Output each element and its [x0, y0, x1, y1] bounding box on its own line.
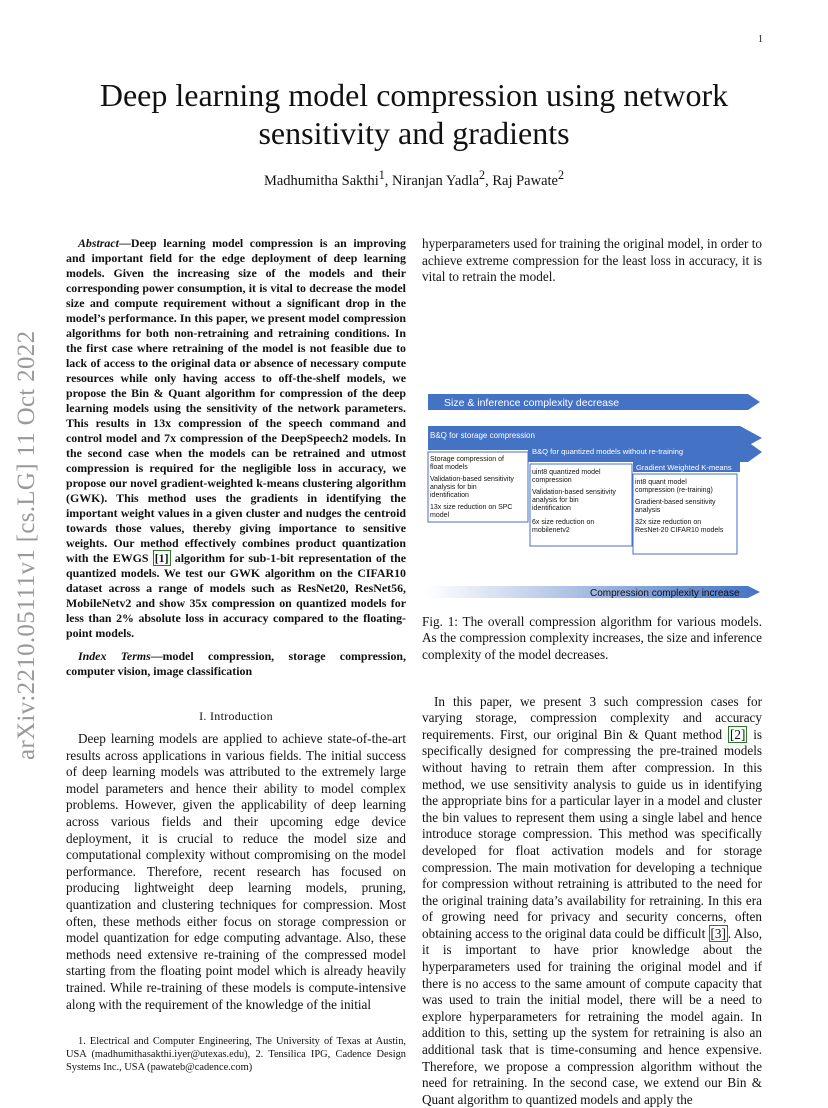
box1-line: Storage compression of: [430, 455, 504, 463]
box3-line: compression (re-training): [635, 486, 713, 494]
top-arrow-label: Size & inference complexity decrease: [444, 396, 620, 409]
section-heading: I. Introduction: [199, 709, 273, 723]
box3-line: int8 quant model: [635, 478, 687, 486]
page-number: 1: [758, 34, 763, 45]
box2-title: B&Q for quantized models without re-training: [532, 446, 684, 456]
box2-line: Validation-based sensitivity: [532, 488, 616, 496]
paragraph-text: is specifically designed for compressing the pre-trained models without having to retrain them after compression. In this method, we use sensitivity analysis to guide us in identifying the appropriate bins for a particular layer in a model and cluster the bin values to represent them using a single label and hence introduce storage compression. This method was specifically developed for float activation models and for storage compression. The main motivation for developing a technique for compression without retraining is attributed to the need for the original training data’s availability for retraining. In this era of growing need for privacy and security concerns, often obtaining access to the original data could be difficult: [422, 726, 762, 941]
arxiv-stamp: arXiv:2210.05111v1 [cs.LG] 11 Oct 2022: [13, 330, 40, 760]
box1-line: model: [430, 511, 450, 519]
paragraph-text: In this paper, we present 3 such compression cases for varying storage, compression complexity and accuracy requirements. First, our original Bin & Quant method: [422, 693, 762, 742]
bottom-arrow-label: Compression complexity increase: [590, 587, 740, 599]
box2-line: 6x size reduction on: [532, 518, 595, 526]
box3-line: Gradient-based sensitivity: [635, 498, 716, 506]
author-affiliation: 2: [557, 168, 565, 182]
box2-line: identification: [532, 504, 571, 512]
citation-link[interactable]: [3]: [710, 925, 726, 941]
paper-title: Deep learning model compression using network sensitivity and gradients: [99, 77, 729, 151]
box1-line: float models: [430, 463, 468, 471]
box3-line: analysis: [635, 506, 661, 514]
box2-line: compression: [532, 476, 572, 484]
compression-diagram: [422, 314, 762, 534]
left-column: [66, 236, 406, 1074]
abstract-text: —Deep learning model compression is an improving and important field for the edge deployment of deep learning models. Given the increasing size of the models and their corresponding power consumption, it is vital to decrease the model size and compute requirement without a significant drop in the model’s performance. In this paper, we present model compression algorithms for both non-retraining and retraining conditions. In the first case where retraining of the model is not feasible due to lack of access to the original data or absence of necessary compute resources while only having access to off-the-shelf models, we propose the Bin & Quant algorithm for compression of the deep learning models using the sensitivity of the network parameters. This results in 13x compression of the speech command and control model and 7x compression of the DeepSpeech2 models. In the second case when the models can be retrained and utmost compression is required for the negligible loss in accuracy, we propose our novel gradient-weighted k-means clustering algorithm (GWK). This method uses the gradients in identifying the important weight values in a given cluster and nudges the centroid towards those values, thereby giving importance to sensitive weights. Our method effectively combines product quantization with the EWGS: [66, 236, 406, 565]
box1-line: identification: [430, 491, 469, 499]
figure-caption: Fig. 1: The overall compression algorithm for various models. As the compression complexity increases, the size and inference complexity of the model decreases.: [422, 613, 762, 662]
complexity-increase-arrow: [422, 584, 762, 600]
author-name: Raj Pawate: [492, 172, 558, 189]
box3-title: Gradient Weighted K-means: [636, 462, 732, 472]
index-terms-text: —model compression, storage compression, computer vision, image classification: [66, 649, 406, 678]
abstract: [66, 236, 406, 641]
author-affiliation: 1: [378, 168, 385, 182]
paragraph-text: . Also, it is important to have prior knowledge about the hyperparameters used for training the original model and if there is no access to the same amount of compute capacity that was used to train the initial model, there will be a need to explore hyperparameters for retraining the model again. In addition to this, setting up the system for retraining is also an additional task that is time-consuming and hence expensive. Therefore, we propose a compression algorithm without the need for retraining. In the second case, we extend our Bin & Quant algorithm to quantized models and apply the: [422, 925, 763, 1107]
figure-1: [422, 314, 762, 599]
index-terms-label: Index Terms: [78, 649, 151, 663]
continued-paragraph: hyperparameters used for training the original model, in order to achieve extreme compression for the least loss in accuracy, it is vital to retrain the model.: [422, 236, 762, 285]
box2-line: mobilenetv2: [532, 526, 570, 534]
index-terms: [66, 649, 406, 679]
abstract-label: Abstract: [78, 236, 119, 250]
box3-line: ResNet-20 CIFAR10 models: [635, 526, 724, 534]
author-affiliation: 2: [479, 168, 486, 182]
author-name: Niranjan Yadla: [392, 172, 480, 189]
intro-paragraph: Deep learning models are applied to achieve state-of-the-art results across applications in various fields. The initial success of deep learning models was attributed to the extremely large model parameters and hence their ability to model complex problems. However, given the applicability of deep learning across various fields and their upcoming edge device deployment, it is crucial to reduce the model size and computational complexity without compromising on the model performance. Therefore, recent research has focused on producing lightweight deep learning models, pruning, quantization and clustering techniques for compression. Most often, these methods either focus on storage compression or model quantization for edge computing advantage. Also, these methods need extensive re-training of the compressed model starting from the floating point model which is already heavily trained. While re-training of these models is compute-intensive along with the requirement of the knowledge of the initial: [66, 731, 406, 1012]
box2-line: uint8 quantized model: [532, 468, 601, 476]
box1-line: analysis for bin: [430, 483, 477, 491]
right-column: [422, 236, 762, 1108]
cases-paragraph: [422, 694, 762, 1108]
box1-title: B&Q for storage compression: [430, 430, 535, 440]
box1-line: Validation-based sensitivity: [430, 475, 514, 483]
box1-line: 13x size reduction on SPC: [430, 503, 513, 511]
citation-link[interactable]: [2]: [729, 726, 746, 742]
box2-line: analysis for bin: [532, 496, 579, 504]
author-list: Madhumitha Sakthi$^1$, Niranjan Yadla$^2$, Raj Pawate$^2$: [263, 168, 565, 189]
box3: [633, 474, 737, 554]
abstract-text: algorithm for sub-1-bit representation of the quantized models. We test our GWK algorithm on the CIFAR10 dataset across a range of models such as ResNet20, ResNet56, MobileNetv2 and show 35x compression on quantized models for less than 2% absolute loss in accuracy compared to the floating-point models.: [66, 551, 406, 640]
footnote: 1. Electrical and Computer Engineering, The University of Texas at Austin, USA (madhumithasakthi.iyer@utexas.edu), 2. Tensilica IPG, Cadence Design Systems Inc., USA (pawateb@cadence.com): [66, 1036, 406, 1074]
citation-link[interactable]: [1]: [154, 551, 169, 565]
author-name: Madhumitha Sakthi: [263, 172, 379, 189]
box3-line: 32x size reduction on: [635, 518, 702, 526]
